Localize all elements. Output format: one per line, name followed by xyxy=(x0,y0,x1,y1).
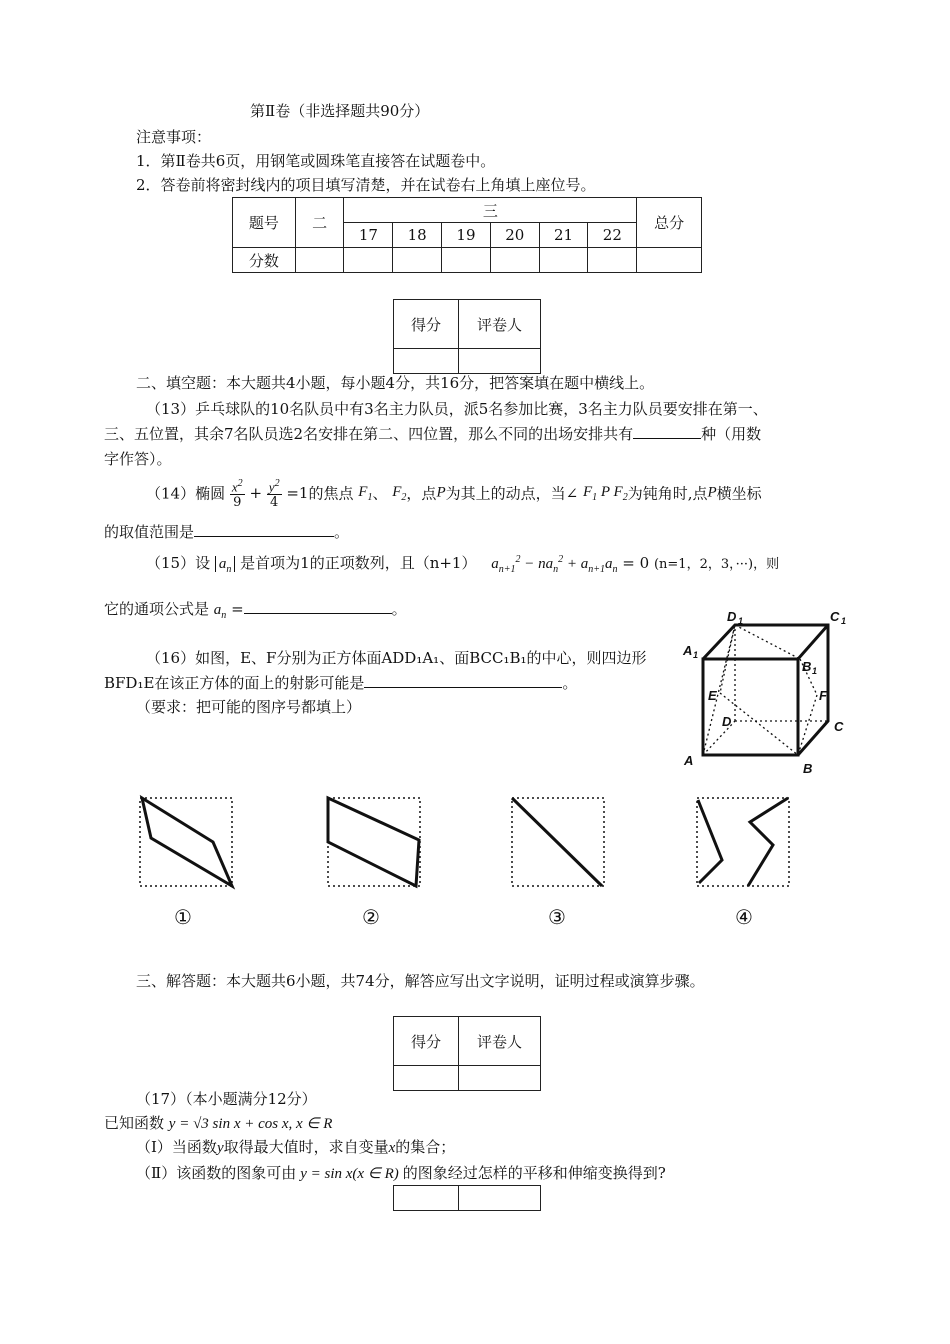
q17-title: （17）（本小题满分12分） xyxy=(136,1090,317,1108)
grader-score-label: 得分 xyxy=(394,300,459,349)
grader-name-label: 评卷人 xyxy=(459,300,541,349)
grader-name-label: 评卷人 xyxy=(459,1017,541,1066)
grader-box xyxy=(393,299,541,374)
q17-function: y = √3 sin x + cos x, x ∈ R xyxy=(168,1116,333,1132)
grader-score-label: 得分 xyxy=(394,1017,459,1066)
q14-line1: （14）椭圆 $\frac{x^2}{9}$ + $\frac{y^2}{4}$ =1的焦点 $F_1$、 $F_2$，点P为其上的动点，当∠ $F_1$ P $F_2$为钝角时,点P横坐标 xyxy=(146,478,762,511)
q13-line2: 三、五位置，其余7名队员选2名安排在第二、四位置，那么不同的出场安排共有 种（用数 xyxy=(104,425,762,443)
notes-title: 注意事项： xyxy=(136,128,212,146)
cube-label-sub: 1 xyxy=(812,666,818,676)
q13-line1: （13）乒乓球队的10名队员中有3名主力队员，派5名参加比赛，3名主力队员要安排在第一、 xyxy=(146,400,768,418)
sub-col: 22 xyxy=(588,223,637,248)
grader-score-cell[interactable] xyxy=(394,349,459,374)
cube-label: A xyxy=(683,643,693,658)
cube-label: D xyxy=(722,714,732,729)
sub-col: 18 xyxy=(393,223,442,248)
cube-label-sub: 1 xyxy=(841,616,847,626)
q17-part1: （Ⅰ）当函数y取得最大值时，求自变量x的集合； xyxy=(136,1138,456,1156)
grader-score-cell[interactable] xyxy=(394,1186,459,1211)
figure-label: ① xyxy=(174,907,192,929)
cube-label: B xyxy=(803,761,813,776)
section3-heading: 三、解答题：本大题共6小题，共74分，解答应写出文字说明，证明过程或演算步骤。 xyxy=(136,972,705,990)
figure-2-frame xyxy=(328,798,420,886)
figure-1-shape xyxy=(142,798,232,886)
note-1: 1．第Ⅱ卷共6页，用钢笔或圆珠笔直接答在试题卷中。 xyxy=(136,152,496,170)
figure-label: ④ xyxy=(735,907,753,929)
score-cell[interactable] xyxy=(539,248,588,273)
col-total: 总分 xyxy=(637,198,702,248)
cube-label: A xyxy=(684,753,694,768)
q15-line1: （15）设 $a_n$ 是首项为1的正项数列，且（n+1） $a_{n+1}^2 - na_n^2 + a_{n+1}a_n = 0$ (n=1，2，3，···)，则 xyxy=(146,554,780,575)
cube-label-sub: 1 xyxy=(693,650,699,660)
q17-part2: （Ⅱ）该函数的图象可由 y = sin x(x ∈ R) 的图象经过怎样的平移和伸缩变换得到? xyxy=(136,1164,666,1182)
q13-answer-blank[interactable] xyxy=(633,424,701,439)
figure-label: ② xyxy=(362,907,380,929)
score-cell[interactable] xyxy=(637,248,702,273)
fraction-x: $\frac{x^2}{9}$ xyxy=(231,478,243,511)
q17-given: 已知函数 y = √3 sin x + cos x, x ∈ R xyxy=(104,1114,333,1132)
q16-line1: （16）如图，E、F分别为正方体面ADD₁A₁、面BCC₁B₁的中心，则四边形 xyxy=(146,649,647,667)
col-tihao: 题号 xyxy=(233,198,296,248)
grader-box-bottom xyxy=(393,1185,541,1211)
q16-line3: （要求：把可能的图序号都填上） xyxy=(136,698,362,716)
note-2: 2．答卷前将密封线内的项目填写清楚，并在试卷右上角填上座位号。 xyxy=(136,176,596,194)
sub-col: 17 xyxy=(344,223,393,248)
figure-4-shape-b xyxy=(748,798,788,886)
q16-line2: BFD₁E在该正方体的面上的射影可能是 。 xyxy=(104,674,578,692)
cube-figure xyxy=(680,605,860,780)
score-cell[interactable] xyxy=(490,248,539,273)
grader-score-cell[interactable] xyxy=(394,1066,459,1091)
grader-name-cell[interactable] xyxy=(459,1066,541,1091)
cube-label: F xyxy=(819,688,827,703)
section2-heading: 二、填空题：本大题共4小题，每小题4分，共16分，把答案填在题中横线上。 xyxy=(136,374,655,392)
fraction-y: $\frac{y^2}{4}$ xyxy=(268,478,280,511)
projection-figures xyxy=(130,790,810,935)
section-title: 第Ⅱ卷（非选择题共90分） xyxy=(250,102,430,120)
q15-line2: 它的通项公式是 $a_n$ = 。 xyxy=(104,600,407,621)
q14-answer-blank[interactable] xyxy=(194,522,334,537)
cube-label: B xyxy=(802,659,812,674)
col-san: 三 xyxy=(344,198,637,223)
grader-name-cell[interactable] xyxy=(459,349,541,374)
q15-answer-blank[interactable] xyxy=(244,599,392,614)
figure-1-frame xyxy=(140,798,232,886)
sub-col: 20 xyxy=(490,223,539,248)
row-fenshu: 分数 xyxy=(233,248,296,273)
grader-box xyxy=(393,1016,541,1091)
score-cell[interactable] xyxy=(344,248,393,273)
q13-line3: 字作答）。 xyxy=(104,450,172,468)
figure-2-shape xyxy=(328,798,419,886)
figure-3-shape xyxy=(512,798,602,886)
sub-col: 21 xyxy=(539,223,588,248)
score-table xyxy=(232,197,702,273)
cube-label-sub: 1 xyxy=(738,616,744,626)
score-cell[interactable] xyxy=(588,248,637,273)
cube-label: C xyxy=(830,609,840,624)
score-cell[interactable] xyxy=(295,248,344,273)
grader-name-cell[interactable] xyxy=(459,1186,541,1211)
cube-label: C xyxy=(834,719,844,734)
figure-4-shape-a xyxy=(698,800,722,883)
cube-label: D xyxy=(727,609,737,624)
col-er: 二 xyxy=(295,198,344,248)
q14-line2: 的取值范围是 。 xyxy=(104,523,350,541)
q16-answer-blank[interactable] xyxy=(364,673,562,688)
sub-col: 19 xyxy=(442,223,491,248)
figure-label: ③ xyxy=(548,907,566,929)
score-cell[interactable] xyxy=(393,248,442,273)
score-cell[interactable] xyxy=(442,248,491,273)
cube-label: E xyxy=(708,688,717,703)
